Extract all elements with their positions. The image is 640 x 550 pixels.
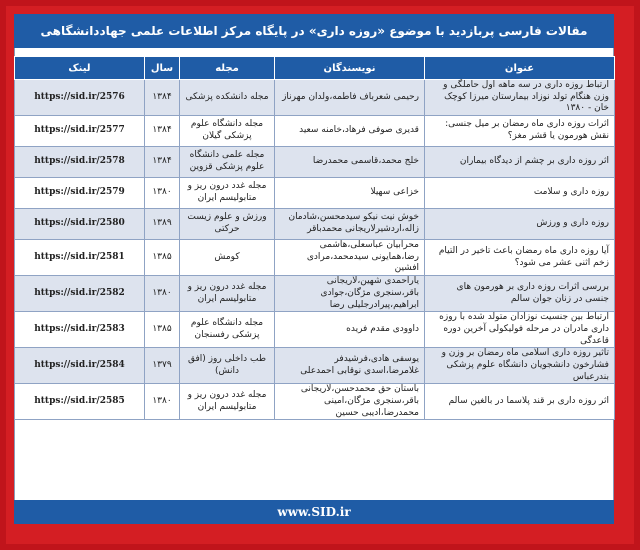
header-journal: مجله [180,57,275,80]
article-year: ۱۳۸۰ [145,178,180,209]
article-journal: طب داخلی روز (افق دانش) [180,348,275,384]
article-authors: خزاعی سهیلا [275,178,425,209]
article-authors: رحیمی شعرباف فاطمه،ولدان مهرناز [275,80,425,116]
article-title: ارتباط بین جنسیت نوزادان متولد شده با روزه داری مادران در مرحله فولیکولی آخرین دوره قاعدگی [425,312,615,348]
article-title: روزه داری و سلامت [425,178,615,209]
article-authors: قدیری صوفی فرهاد،خامنه سعید [275,116,425,147]
article-link[interactable]: https://sid.ir/2581 [15,240,145,276]
table-row [15,147,615,178]
articles-table [14,56,615,420]
article-journal: کومش [180,240,275,276]
article-title: روزه داری و ورزش [425,209,615,240]
table-row [15,276,615,312]
article-link[interactable]: https://sid.ir/2580 [15,209,145,240]
article-title: ارتباط روزه داری در سه ماهه اول حاملگی و وزن هنگام تولد نوزاد بیمارستان میرزا کوچک خان - ۱۳۸۰ [425,80,615,116]
article-year: ۱۳۸۴ [145,80,180,116]
article-title: بررسی اثرات روزه داری بر هورمون های جنسی در زنان جوان سالم [425,276,615,312]
header-authors: نویسندگان [275,57,425,80]
article-title: اثر روزه داری بر چشم از دیدگاه بیماران [425,147,615,178]
table-row [15,80,615,116]
header-year: سال [145,57,180,80]
article-title: آیا روزه داری ماه رمضان باعث تاخیر در التیام زخم اثنی عشر می شود؟ [425,240,615,276]
article-journal: ورزش و علوم زیست حرکتی [180,209,275,240]
article-title: اثرات روزه داری ماه رمضان بر میل جنسی: نقش هورمون یا قشر مغز؟ [425,116,615,147]
article-year: ۱۳۸۹ [145,209,180,240]
article-journal: مجله غدد درون ریز و متابولیسم ایران [180,178,275,209]
article-year: ۱۳۷۹ [145,348,180,384]
article-journal: مجله دانشگاه علوم پزشکی رفسنجان [180,312,275,348]
article-link[interactable]: https://sid.ir/2578 [15,147,145,178]
footer-site[interactable]: www.SID.ir [14,500,614,524]
article-link[interactable]: https://sid.ir/2577 [15,116,145,147]
article-title: اثر روزه داری بر قند پلاسما در بالغین سالم [425,384,615,420]
table-header [15,57,615,80]
article-authors: خوش نیت نیکو سیدمحسن،شادمان زاله،اردشیرلاریجانی محمدباقر [275,209,425,240]
article-journal: مجله غدد درون ریز و متابولیسم ایران [180,276,275,312]
header-title: عنوان [425,57,615,80]
header-link: لینک [15,57,145,80]
table-row [15,178,615,209]
article-year: ۱۳۸۴ [145,116,180,147]
article-journal: مجله دانشکده پزشکی [180,80,275,116]
article-authors: یاراحمدی شهین،لاریجانی باقر،سنجری مژگان،جوادی ابراهیم،پیرادرجلیلی رضا [275,276,425,312]
table-row [15,116,615,147]
article-authors: باستان حق محمدحسن،لاریجانی باقر،سنجری مژگان،امینی محمدرضا،ادیبی حسین [275,384,425,420]
article-link[interactable]: https://sid.ir/2579 [15,178,145,209]
article-year: ۱۳۸۴ [145,147,180,178]
article-authors: خلج محمد،قاسمی محمدرضا [275,147,425,178]
article-journal: مجله علمی دانشگاه علوم پزشکی قزوین [180,147,275,178]
article-link[interactable]: https://sid.ir/2584 [15,348,145,384]
article-year: ۱۳۸۰ [145,276,180,312]
table-row [15,240,615,276]
table-row [15,348,615,384]
article-journal: مجله غدد درون ریز و متابولیسم ایران [180,384,275,420]
table-row [15,209,615,240]
article-journal: مجله دانشگاه علوم پزشکی گیلان [180,116,275,147]
article-link[interactable]: https://sid.ir/2582 [15,276,145,312]
article-authors: محرابیان عباسعلی،هاشمی رضا،همایونی سیدمحمد،مرادی افشین [275,240,425,276]
page-title: مقالات فارسی پربازدید با موضوع «روزه داری» در پایگاه مرکز اطلاعات علمی جهاددانشگاهی [14,14,614,48]
table-row [15,384,615,420]
article-authors: داوودی مقدم فریده [275,312,425,348]
article-title: تاثیر روزه داری اسلامی ماه رمضان بر وزن و فشارخون دانشجویان دانشگاه علوم پزشکی بندرعباس [425,348,615,384]
table-row [15,312,615,348]
article-authors: یوسفی هادی،فرشیدفر غلامرضا،اسدی نوقابی احمدعلی [275,348,425,384]
article-link[interactable]: https://sid.ir/2576 [15,80,145,116]
article-year: ۱۳۸۵ [145,312,180,348]
article-year: ۱۳۸۰ [145,384,180,420]
article-year: ۱۳۸۵ [145,240,180,276]
article-link[interactable]: https://sid.ir/2583 [15,312,145,348]
article-link[interactable]: https://sid.ir/2585 [15,384,145,420]
